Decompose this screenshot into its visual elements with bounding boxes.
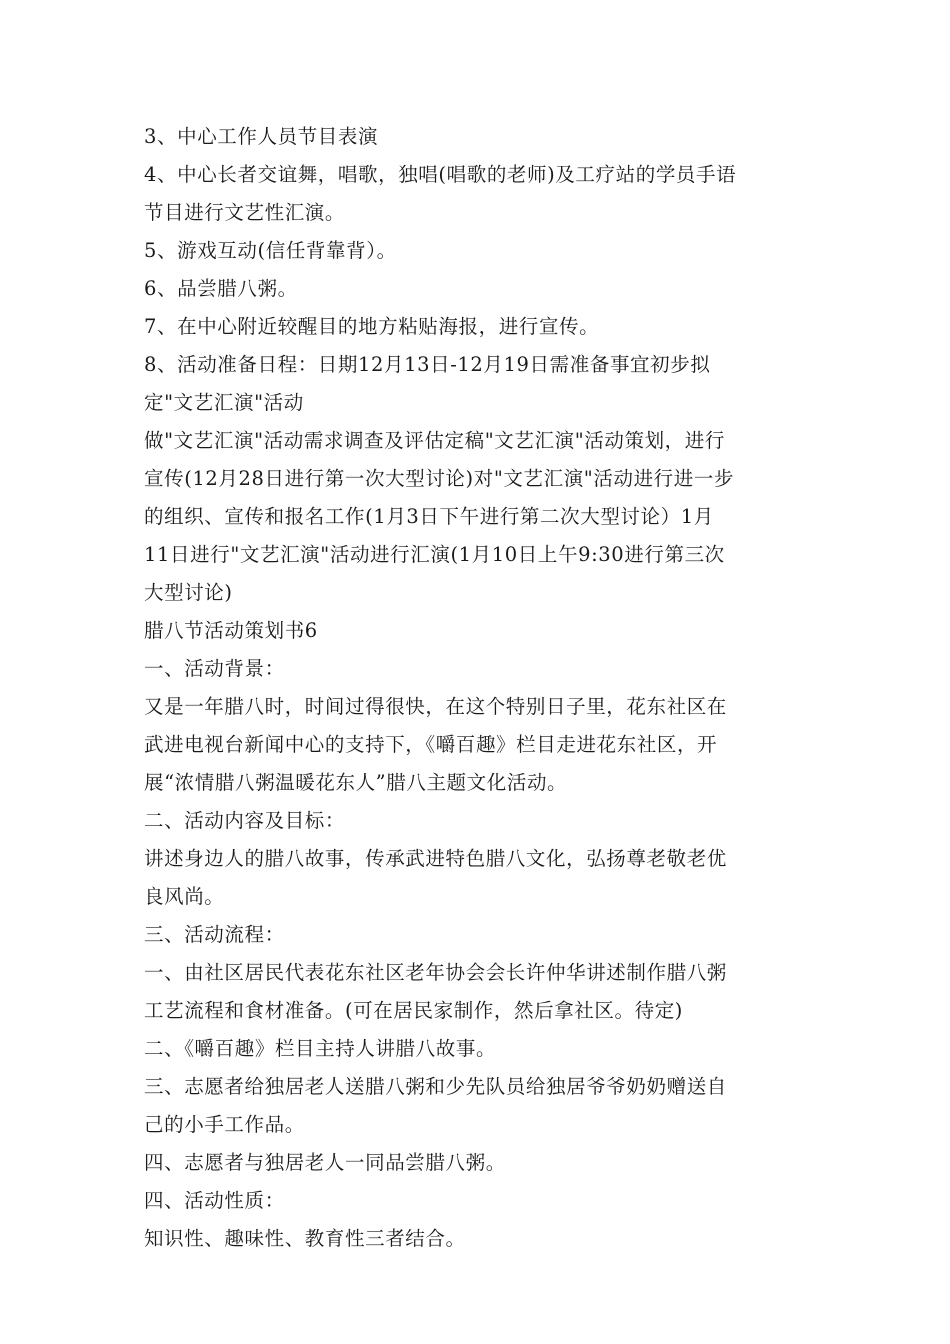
text-line: 大型讨论) [144, 581, 233, 604]
text-line: 节目进行文艺性汇演。 [144, 201, 346, 224]
text-line: 展“浓情腊八粥温暖花东人”腊八主题文化活动。 [144, 771, 568, 794]
text-line: 7、在中心附近较醒目的地方粘贴海报，进行宣传。 [144, 315, 600, 338]
text-line: 二、《嚼百趣》栏目主持人讲腊八故事。 [144, 1037, 497, 1060]
text-line: 11日进行"文艺汇演"活动进行汇演(1月10日上午9:30进行第三次 [144, 543, 725, 566]
text-line: 做"文艺汇演"活动需求调查及评估定稿"文艺汇演"活动策划，进行 [144, 429, 725, 452]
text-line: 3、中心工作人员节目表演 [144, 125, 379, 148]
text-line: 一、由社区居民代表花东社区老年协会会长许仲华讲述制作腊八粥 [144, 961, 727, 984]
text-line: 定"文艺汇演"活动 [144, 391, 304, 414]
section-heading: 二、活动内容及目标： [144, 809, 346, 832]
text-line: 武进电视台新闻中心的支持下，《嚼百趣》栏目走进花东社区，开 [144, 733, 718, 756]
text-line: 6、品尝腊八粥。 [144, 277, 298, 300]
section-heading: 三、活动流程： [144, 923, 285, 946]
text-line: 知识性、趣味性、教育性三者结合。 [144, 1227, 466, 1250]
text-line: 的组织、宣传和报名工作(1月3日下午进行第二次大型讨论）1月 [144, 505, 714, 528]
text-line: 四、志愿者与独居老人一同品尝腊八粥。 [144, 1151, 506, 1174]
text-line: 5、游戏互动(信任背靠背）。 [144, 239, 397, 262]
text-line: 宣传(12月28日进行第一次大型讨论)对"文艺汇演"活动进行进一步 [144, 467, 735, 490]
text-line: 己的小手工作品。 [144, 1113, 305, 1136]
section-heading: 一、活动背景： [144, 657, 285, 680]
section-title: 腊八节活动策划书6 [144, 619, 318, 642]
document-body [144, 118, 808, 1258]
text-line: 工艺流程和食材准备。(可在居民家制作，然后拿社区。待定) [144, 999, 684, 1022]
text-line: 讲述身边人的腊八故事，传承武进特色腊八文化，弘扬尊老敬老优 [144, 847, 727, 870]
text-line: 良风尚。 [144, 885, 225, 908]
text-line: 8、活动准备日程：日期12月13日-12月19日需准备事宜初步拟 [144, 353, 711, 376]
text-line: 三、志愿者给独居老人送腊八粥和少先队员给独居爷爷奶奶赠送自 [144, 1075, 727, 1098]
section-heading: 四、活动性质： [144, 1189, 285, 1212]
text-line: 又是一年腊八时，时间过得很快，在这个特别日子里，花东社区在 [144, 695, 727, 718]
text-line: 4、中心长者交谊舞，唱歌，独唱(唱歌的老师)及工疗站的学员手语 [144, 163, 737, 186]
